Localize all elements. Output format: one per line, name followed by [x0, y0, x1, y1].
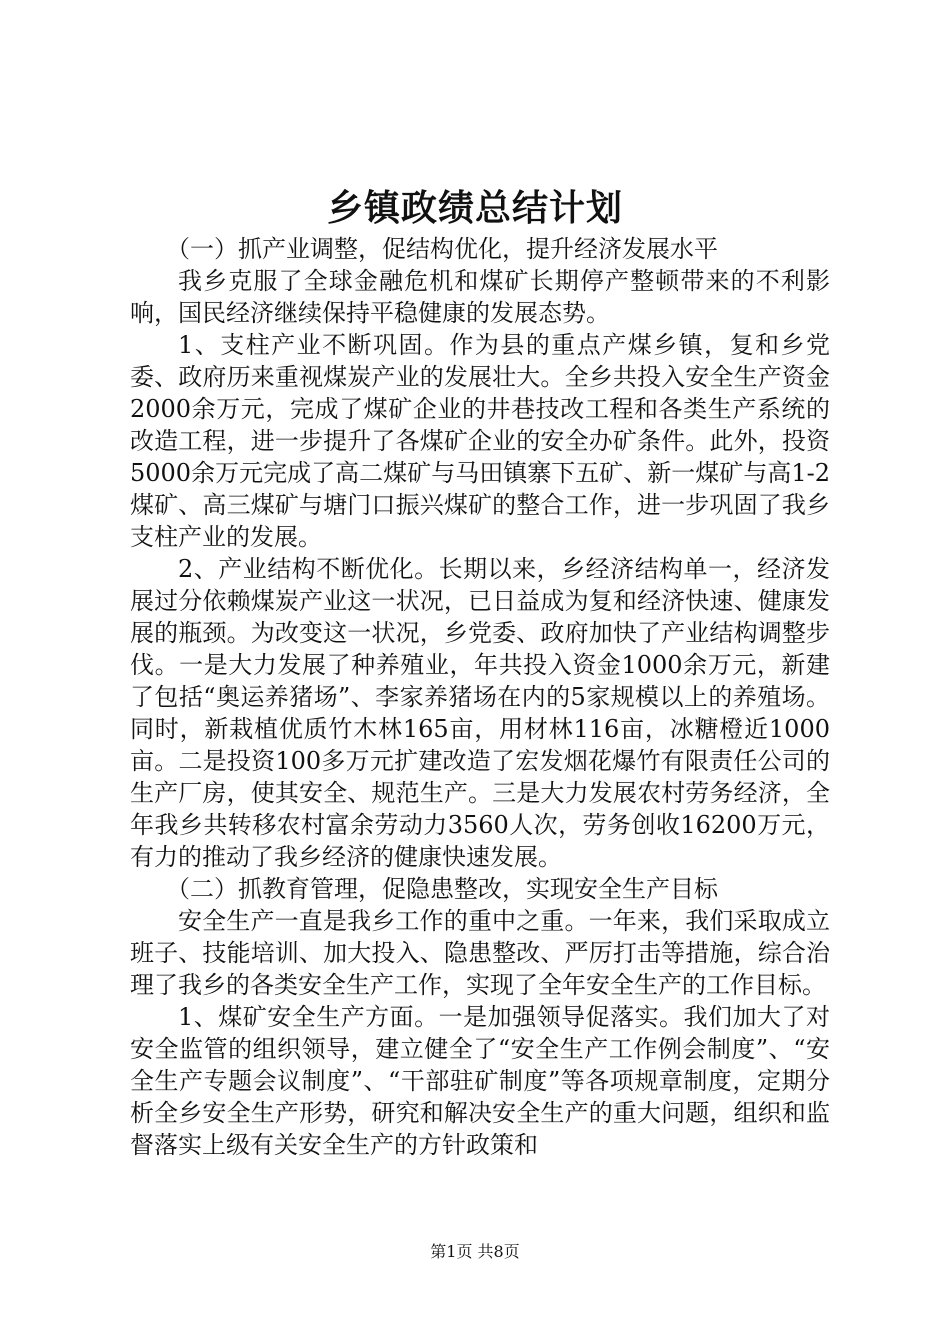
section-heading-1: （一）抓产业调整，促结构优化，提升经济发展水平: [166, 235, 718, 263]
document-title: 乡镇政绩总结计划: [326, 187, 623, 229]
paragraph: 我乡克服了全球金融危机和煤矿长期停产整顿带来的不利影响，国民经济继续保持平稳健康的发展态势。: [130, 267, 830, 327]
page-number-footer: 第1页 共8页: [430, 1242, 520, 1261]
document-body: [130, 233, 830, 1161]
paragraph: 1、煤矿安全生产方面。一是加强领导促落实。我们加大了对安全监管的组织领导，建立健全了“安全生产工作例会制度”、“安全生产专题会议制度”、“干部驻矿制度”等各项规章制度，定期分析全乡安全生产形势，研究和解决安全生产的重大问题，组织和监督落实上级有关安全生产的方针政策和: [130, 1003, 830, 1159]
paragraph: 安全生产一直是我乡工作的重中之重。一年来，我们采取成立班子、技能培训、加大投入、隐患整改、严厉打击等措施，综合治理了我乡的各类安全生产工作，实现了全年安全生产的工作目标。: [130, 907, 830, 999]
paragraph: 1、支柱产业不断巩固。作为县的重点产煤乡镇，复和乡党委、政府历来重视煤炭产业的发展壮大。全乡共投入安全生产资金2000余万元，完成了煤矿企业的井巷技改工程和各类生产系统的改造工程，进一步提升了各煤矿企业的安全办矿条件。此外，投资5000余万元完成了高二煤矿与马田镇寨下五矿、新一煤矿与高1-2煤矿、高三煤矿与塘门口振兴煤矿的整合工作，进一步巩固了我乡支柱产业的发展。: [130, 331, 830, 551]
section-heading-2: （二）抓教育管理，促隐患整改，实现安全生产目标: [166, 875, 718, 903]
paragraph: 2、产业结构不断优化。长期以来，乡经济结构单一，经济发展过分依赖煤炭产业这一状况，已日益成为复和经济快速、健康发展的瓶颈。为改变这一状况，乡党委、政府加快了产业结构调整步伐。一是大力发展了种养殖业，年共投入资金1000余万元，新建了包括“奥运养猪场”、李家养猪场在内的5家规模以上的养殖场。同时，新栽植优质竹木林165亩，用材林116亩，冰糖橙近1000亩。二是投资100多万元扩建改造了宏发烟花爆竹有限责任公司的生产厂房，使其安全、规范生产。三是大力发展农村劳务经济，全年我乡共转移农村富余劳动力3560人次，劳务创收16200万元，有力的推动了我乡经济的健康快速发展。: [130, 555, 830, 871]
